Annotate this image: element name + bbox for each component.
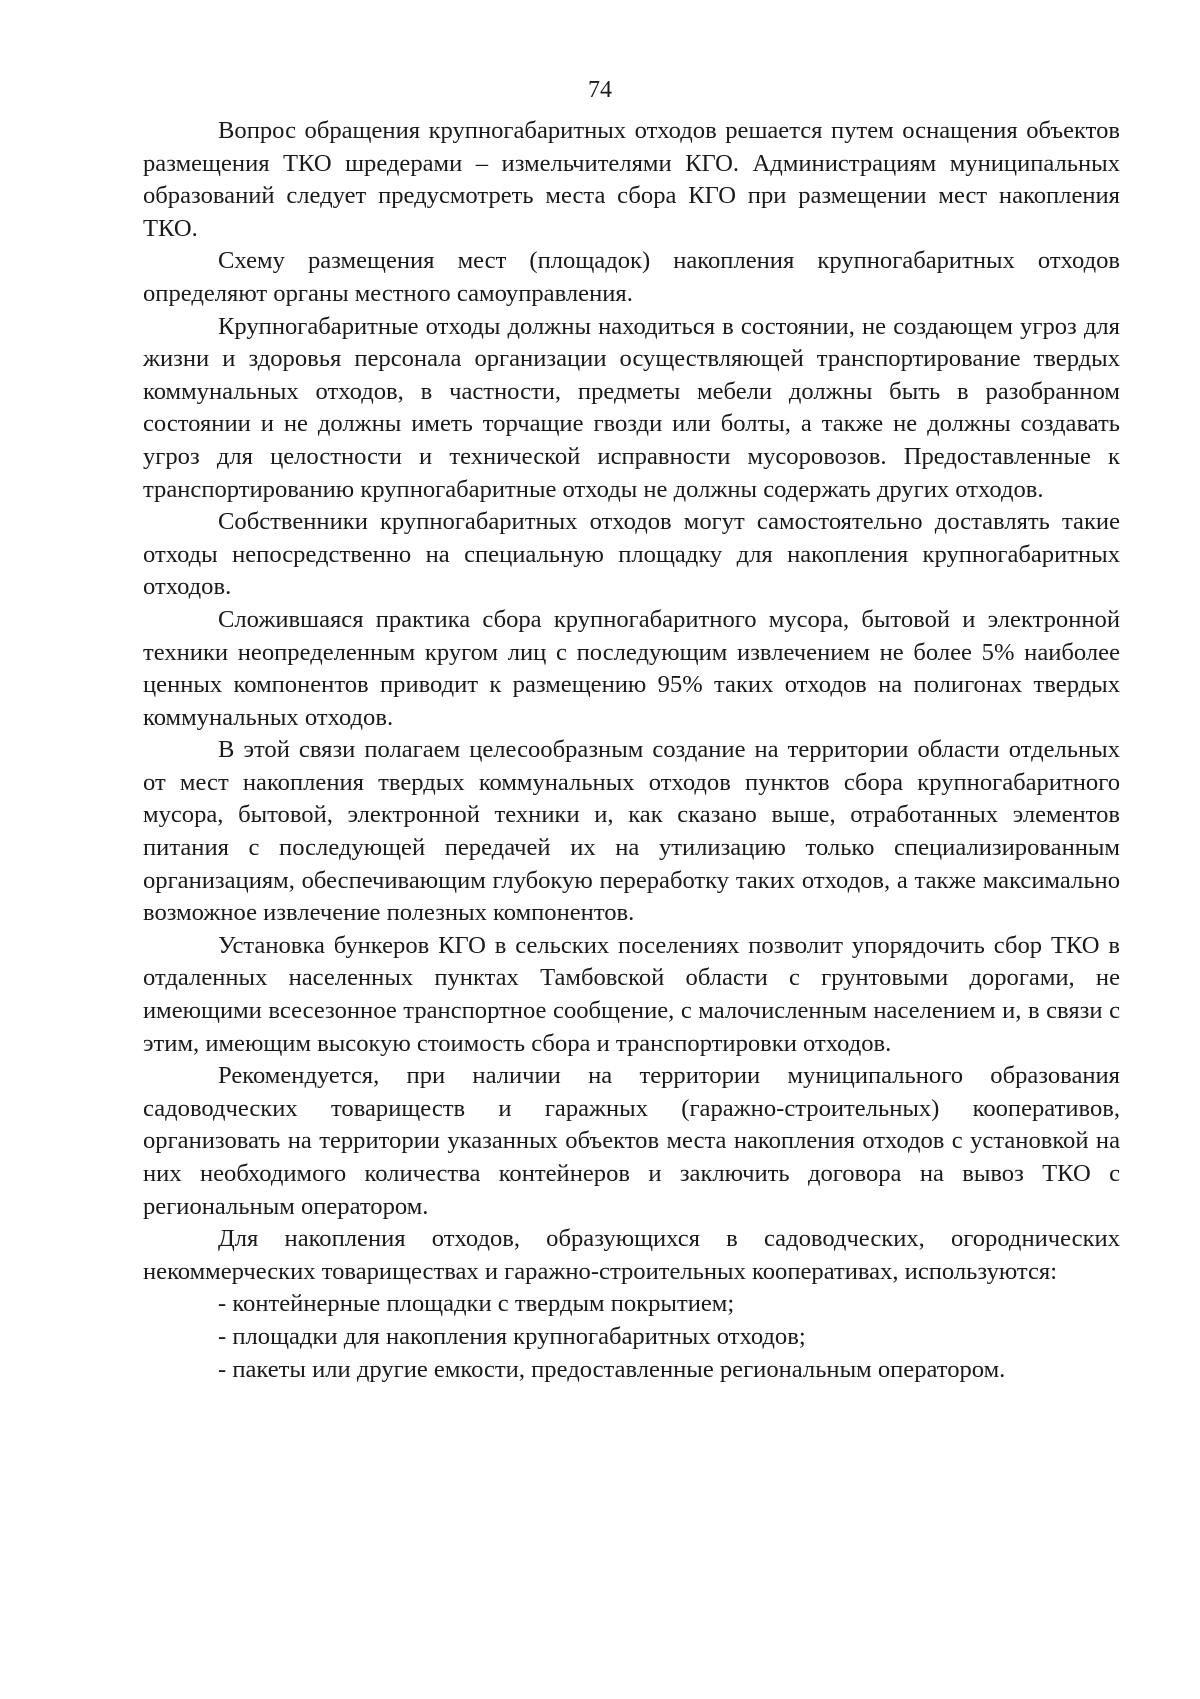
paragraph: Крупногабаритные отходы должны находиться в состоянии, не создающем угроз для жизни и здоровья персонала организации осуществляющей транспортирование твердых коммунальных отходов, в частности, предметы мебели должны быть в разобранном состоянии и не должны иметь торчащие гвозди или болты, а также не должны создавать угроз для целостности и технической исправности мусоровозов. Предоставленные к транспортированию крупногабаритные отходы не должны содержать других отходов. <box>143 312 1120 503</box>
body-text <box>143 115 1120 1386</box>
list-item: - пакеты или другие емкости, предоставленные региональным оператором. <box>218 1355 1006 1383</box>
paragraph: Для накопления отходов, образующихся в садоводческих, огороднических некоммерческих товариществах и гаражно-строительных кооперативах, используются: <box>143 1225 1120 1285</box>
paragraph: Установка бункеров КГО в сельских поселениях позволит упорядочить сбор ТКО в отдаленных населенных пунктах Тамбовской области с грунтовыми дорогами, не имеющими всесезонное транспортное сообщение, с малочисленным населением и, в связи с этим, имеющим высокую стоимость сбора и транспортировки отходов. <box>143 931 1120 1057</box>
paragraph: Рекомендуется, при наличии на территории муниципального образования садоводческих товариществ и гаражных (гаражно-строительных) кооперативов, организовать на территории указанных объектов места накопления отходов с установкой на них необходимого количества контейнеров и заключить договора на вывоз ТКО с региональным оператором. <box>143 1062 1120 1220</box>
paragraph: Схему размещения мест (площадок) накопления крупногабаритных отходов определяют органы местного самоуправления. <box>143 247 1120 307</box>
paragraph: Собственники крупногабаритных отходов могут самостоятельно доставлять такие отходы непосредственно на специальную площадку для накопления крупногабаритных отходов. <box>143 508 1120 601</box>
paragraph: Сложившаяся практика сбора крупногабаритного мусора, бытовой и электронной техники неопределенным кругом лиц с последующим извлечением не более 5% наиболее ценных компонентов приводит к размещению 95% таких отходов на полигонах твердых коммунальных отходов. <box>143 605 1120 731</box>
page-number: 74 <box>588 77 612 103</box>
list-item: - площадки для накопления крупногабаритных отходов; <box>218 1322 806 1350</box>
paragraph: Вопрос обращения крупногабаритных отходов решается путем оснащения объектов размещения ТКО шредерами – измельчителями КГО. Администрациям муниципальных образований следует предусмотреть места сбора КГО при размещении мест накопления ТКО. <box>143 117 1120 242</box>
list-item: - контейнерные площадки с твердым покрытием; <box>218 1290 735 1318</box>
paragraph: В этой связи полагаем целесообразным создание на территории области отдельных от мест накопления твердых коммунальных отходов пунктов сбора крупногабаритного мусора, бытовой, электронной техники и, как сказано выше, отработанных элементов питания с последующей передачей их на утилизацию только специализированным организациям, обеспечивающим глубокую переработку таких отходов, а также максимально возможное извлечение полезных компонентов. <box>143 736 1120 927</box>
